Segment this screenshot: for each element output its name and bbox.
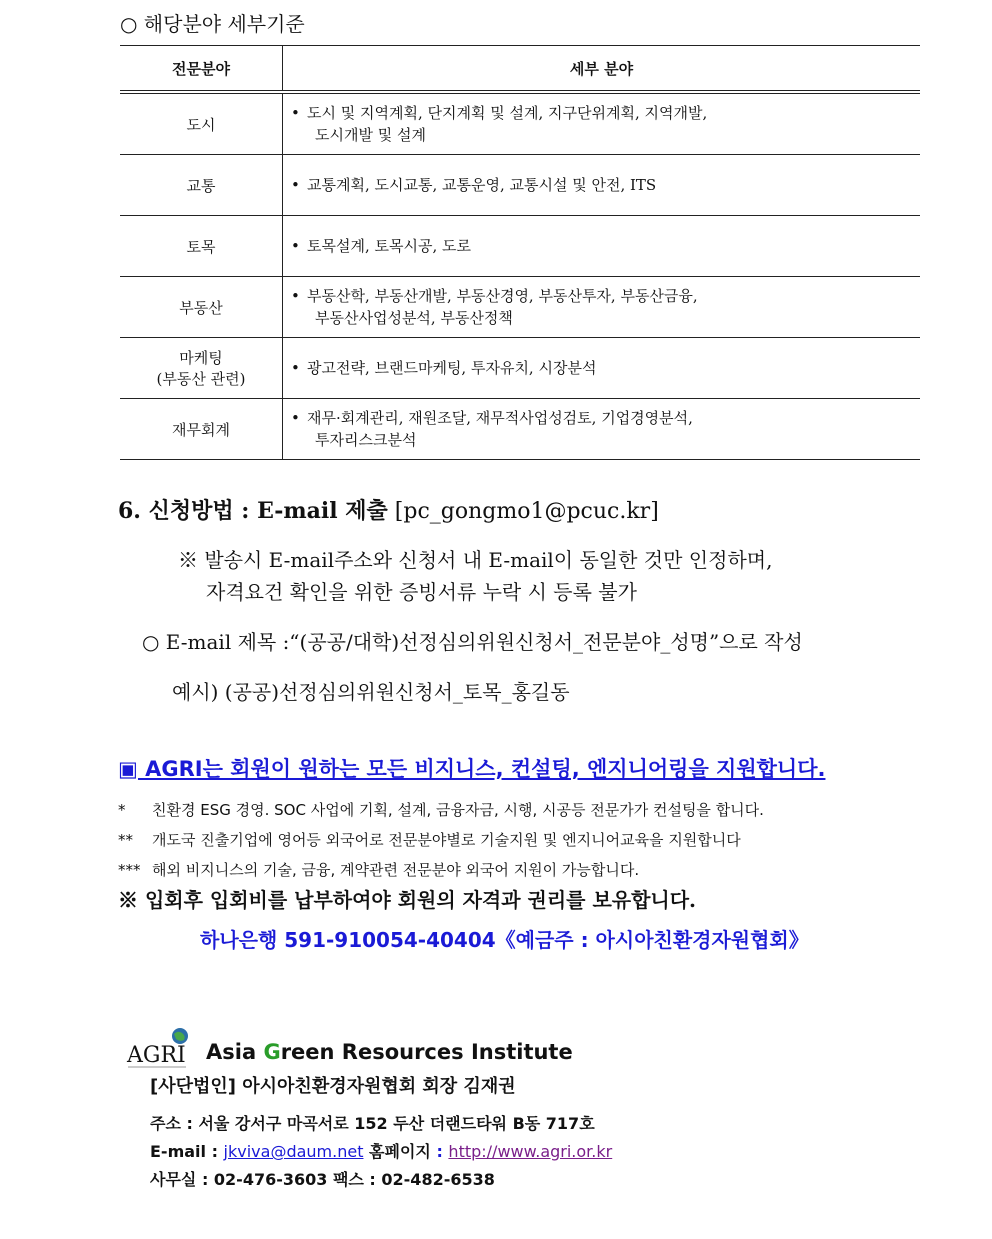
support-list [118,795,764,885]
email-homepage-line [150,1138,612,1166]
table-row [120,338,920,399]
membership-note: ※ 입회후 입회비를 납부하여야 회원의 자격과 권리를 보유합니다. [118,888,697,912]
field-label: 재무회계 [172,420,230,439]
detail-line: 부동산학, 부동산개발, 부동산경영, 부동산투자, 부동산금융, [307,287,698,305]
note-line-1: ※ 발송시 E-mail주소와 신청서 내 E-mail이 동일한 것만 인정하며, [178,548,773,572]
application-method [118,494,659,525]
email-label: E-mail : [150,1142,224,1161]
item-mark: *** [118,861,141,879]
field-cell [120,277,283,338]
detail-line: 광고전략, 브랜드마케팅, 투자유치, 시장분석 [307,359,597,377]
detail-cell [283,277,921,338]
field-cell [120,216,283,277]
field-label: 교통 [186,176,216,195]
email-link[interactable]: jkviva@daum.net [223,1142,364,1161]
email-subject-rule: ○ E-mail 제목 :“(공공/대학)선정심의위원신청서_전문분야_성명”으로 작성 [142,630,803,654]
homepage-separator: : [436,1142,449,1161]
note-line-2: 자격요건 확인을 위한 증빙서류 누락 시 등록 불가 [206,580,637,604]
bullet-icon: • [291,359,300,377]
bullet-icon: • [291,104,300,122]
detail-cell [283,338,921,399]
detail-line: 부동산사업성분석, 부동산정책 [315,309,513,327]
table-row [120,399,920,460]
table-row [120,216,920,277]
table-header-row [120,46,920,93]
field-cell [120,338,283,399]
list-item [118,855,764,885]
header-field: 전문분야 [120,46,283,93]
address-line: 주소 : 서울 강서구 마곡서로 152 두산 더랜드타워 B동 717호 [150,1114,595,1133]
bullet-icon: • [291,237,300,255]
table-row [120,155,920,216]
field-criteria-table [120,45,920,460]
list-item [118,795,764,825]
globe-icon [126,1026,192,1072]
detail-line: 교통계획, 도시교통, 교통운영, 교통시설 및 안전, ITS [307,176,657,194]
field-label: 부동산 [179,298,223,317]
detail-line: 도시개발 및 설계 [315,126,426,144]
item-mark: * [118,801,126,819]
field-cell [120,399,283,460]
field-label: 도시 [186,115,216,134]
field-cell [120,92,283,155]
agri-headline: ▣ AGRI는 회원이 원하는 모든 비지니스, 컨설팅, 엔지니어링을 지원합니다. [118,757,826,781]
method-email: [pc_gongmo1@pcuc.kr] [394,499,659,524]
section-title: ○ 해당분야 세부기준 [120,12,305,36]
field-label: 토목 [186,237,216,256]
homepage-label: 홈페이지 [363,1142,437,1161]
logo-text: AGRI [127,1043,186,1068]
footer-contact [150,1074,612,1194]
org-name-part: reen Resources Institute [280,1040,573,1064]
detail-cell [283,155,921,216]
office-line: 사무실 : 02-476-3603 팩스 : 02-482-6538 [150,1170,495,1189]
bank-account: 하나은행 591-910054-40404《예금주 : 아시아친환경자원협회》 [200,928,809,952]
field-cell [120,155,283,216]
table-row [120,277,920,338]
agri-logo [126,1026,192,1072]
detail-line: 도시 및 지역계획, 단지계획 및 설계, 지구단위계획, 지역개발, [307,104,708,122]
submission-note [178,544,772,608]
detail-cell [283,92,921,155]
email-subject-example: 예시) (공공)선정심의위원신청서_토목_홍길동 [172,680,570,704]
table-row [120,92,920,155]
detail-line: 재무·회계관리, 재원조달, 재무적사업성검토, 기업경영분석, [307,409,693,427]
org-name [206,1040,573,1064]
detail-cell [283,399,921,460]
header-detail: 세부 분야 [283,46,921,93]
org-name-g: G [263,1040,281,1064]
field-sublabel: (부동산 관련) [156,370,246,388]
bullet-icon: • [291,409,300,427]
detail-line: 토목설계, 토목시공, 도로 [307,237,471,255]
homepage-link[interactable]: http://www.agri.or.kr [448,1142,613,1161]
bullet-icon: • [291,176,300,194]
item-mark: ** [118,831,133,849]
list-item [118,825,764,855]
detail-line: 투자리스크분석 [315,431,417,449]
item-text: 친환경 ESG 경영. SOC 사업에 기획, 설계, 금융자금, 시행, 시공등 전문가가 컨설팅을 합니다. [152,801,764,819]
bullet-icon: • [291,287,300,305]
method-label: 6. 신청방법 : E-mail 제출 [118,498,388,524]
item-text: 개도국 진출기업에 영어등 외국어로 전문분야별로 기술지원 및 엔지니어교육을 지원합니다 [152,831,741,849]
detail-cell [283,216,921,277]
org-name-part: Asia [206,1040,264,1064]
item-text: 해외 비지니스의 기술, 금융, 계약관련 전문분야 외국어 지원이 가능합니다. [152,861,640,879]
association-line: [사단법인] 아시아친환경자원협회 회장 김재권 [150,1076,516,1097]
field-label: 마케팅 [179,349,223,367]
